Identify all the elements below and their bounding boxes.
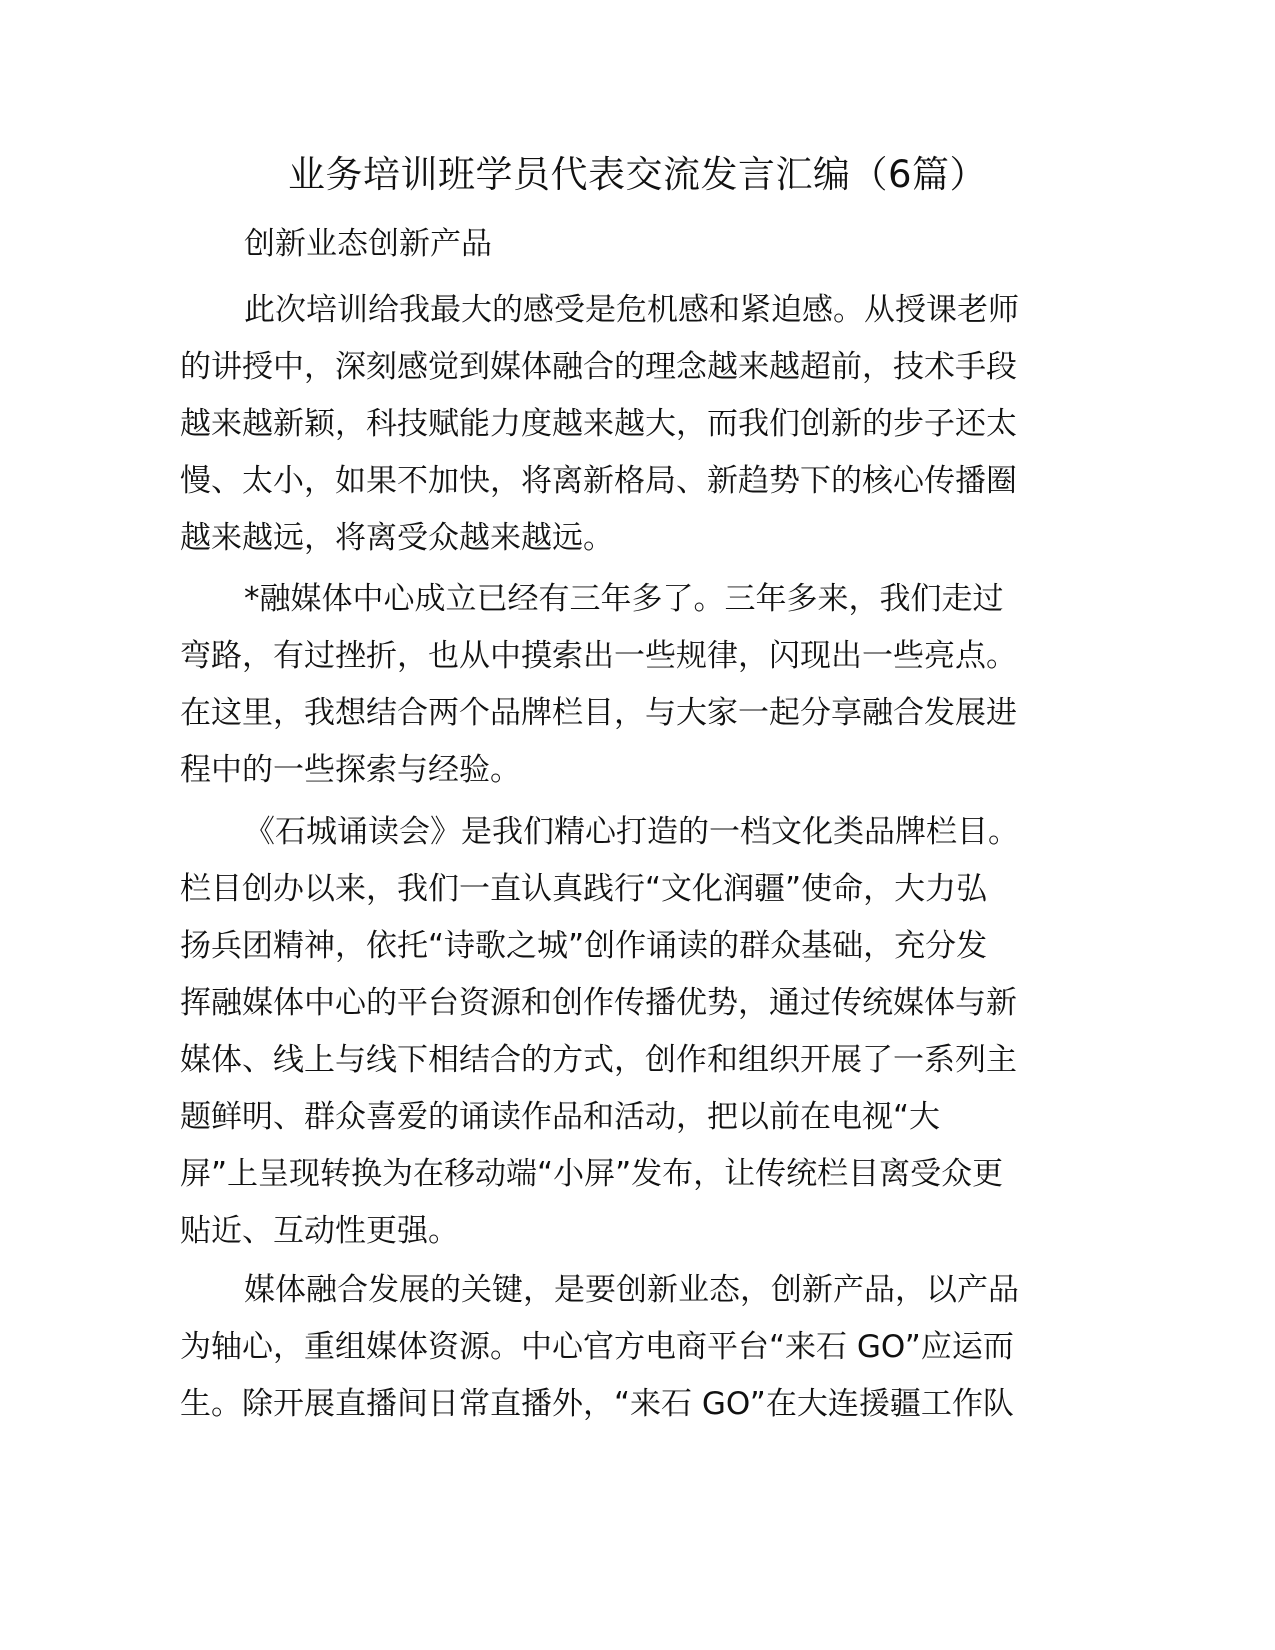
paragraph-line: 贴近、互动性更强。 bbox=[180, 1213, 459, 1249]
section-heading: 创新业态创新产品 bbox=[244, 226, 492, 262]
paragraph-line: 慢、太小，如果不加快，将离新格局、新趋势下的核心传播圈 bbox=[180, 463, 1017, 499]
paragraph-line: 越来越远，将离受众越来越远。 bbox=[180, 520, 614, 556]
paragraph-line: 题鲜明、群众喜爱的诵读作品和活动，把以前在电视“大 bbox=[180, 1099, 941, 1135]
paragraph-line: 媒体、线上与线下相结合的方式，创作和组织开展了一系列主 bbox=[180, 1042, 1017, 1078]
paragraph-line: 媒体融合发展的关键，是要创新业态，创新产品，以产品 bbox=[244, 1272, 1019, 1308]
paragraph-line: 越来越新颖，科技赋能力度越来越大，而我们创新的步子还太 bbox=[180, 406, 1017, 442]
paragraph-line: 栏目创办以来，我们一直认真践行“文化润疆”使命，大力弘 bbox=[180, 871, 988, 907]
paragraph-line: 挥融媒体中心的平台资源和创作传播优势，通过传统媒体与新 bbox=[180, 985, 1017, 1021]
paragraph-line: 弯路，有过挫折，也从中摸索出一些规律，闪现出一些亮点。 bbox=[180, 638, 1017, 674]
paragraph-line: 《石城诵读会》是我们精心打造的一档文化类品牌栏目。 bbox=[244, 814, 1019, 850]
paragraph-line: 程中的一些探索与经验。 bbox=[180, 752, 521, 788]
paragraph-4 bbox=[180, 1262, 1019, 1433]
paragraph-line: *融媒体中心成立已经有三年多了。三年多来，我们走过 bbox=[244, 581, 1004, 617]
paragraph-line: 此次培训给我最大的感受是危机感和紧迫感。从授课老师 bbox=[244, 292, 1019, 328]
document-title: 业务培训班学员代表交流发言汇编（6篇） bbox=[287, 153, 988, 196]
paragraph-line: 屏”上呈现转换为在移动端“小屏”发布，让传统栏目离受众更 bbox=[180, 1156, 1004, 1192]
paragraph-line: 为轴心，重组媒体资源。中心官方电商平台“来石 GO”应运而 bbox=[180, 1329, 1014, 1365]
paragraph-line: 扬兵团精神，依托“诗歌之城”创作诵读的群众基础，充分发 bbox=[180, 928, 988, 964]
paragraph-3 bbox=[180, 804, 1019, 1260]
paragraph-1 bbox=[180, 282, 1019, 567]
paragraph-line: 生。除开展直播间日常直播外，“来石 GO”在大连援疆工作队 bbox=[180, 1386, 1014, 1422]
paragraph-line: 的讲授中，深刻感觉到媒体融合的理念越来越超前，技术手段 bbox=[180, 349, 1017, 385]
paragraph-2 bbox=[180, 571, 1017, 799]
paragraph-line: 在这里，我想结合两个品牌栏目，与大家一起分享融合发展进 bbox=[180, 695, 1017, 731]
